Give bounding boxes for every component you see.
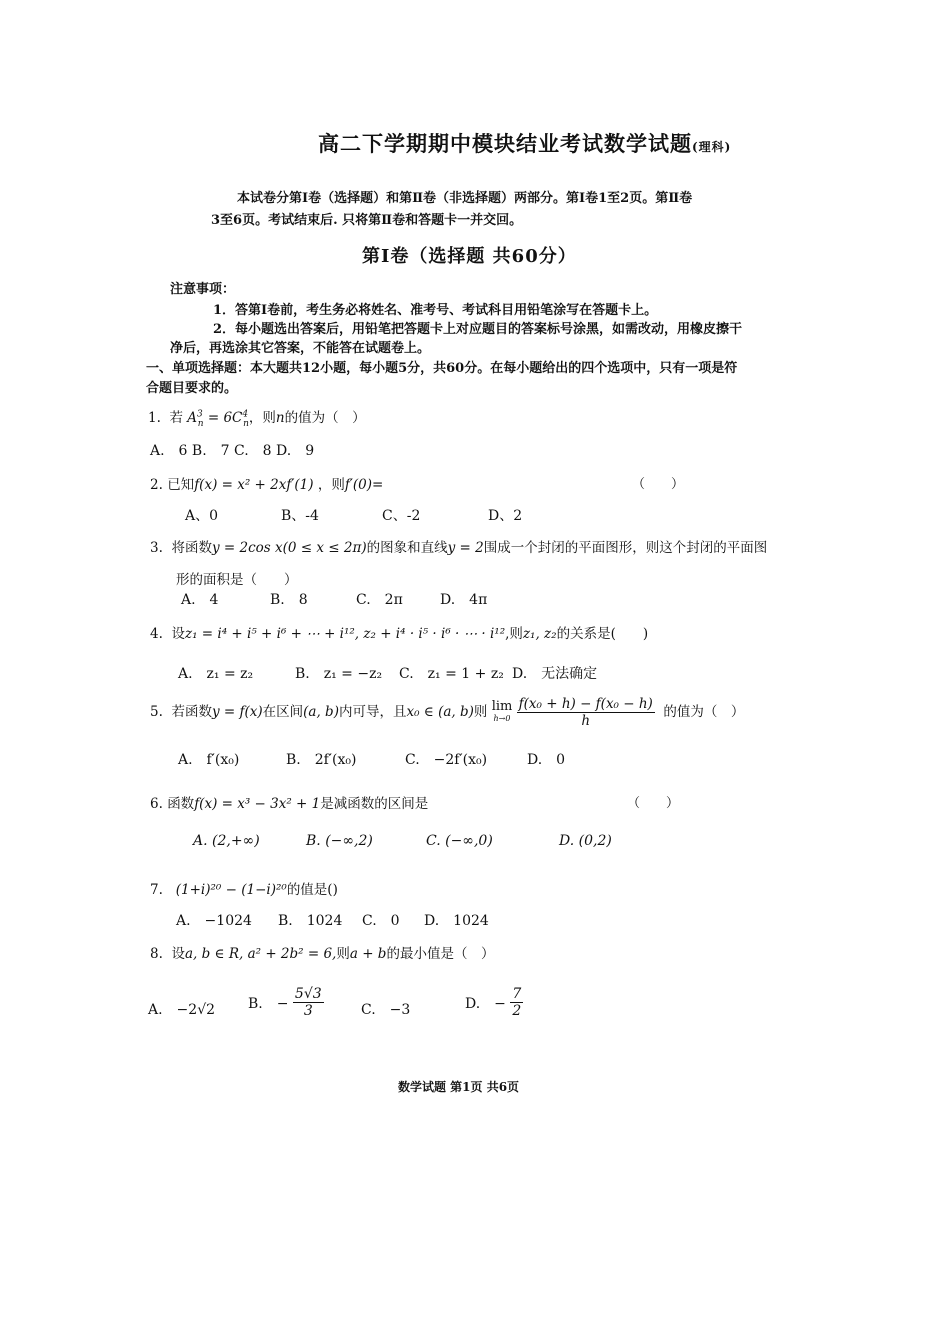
question-6-option-c: C. (−∞,0) [426, 833, 493, 849]
section-title: 第Ⅰ卷（选择题 共60分） [362, 246, 577, 267]
question-2-option-b: B、-4 [281, 508, 319, 524]
question-8-option-a: A. −2√2 [148, 1002, 216, 1018]
note-2-line-2: 净后，再选涂其它答案，不能答在试题卷上。 [170, 341, 431, 356]
question-3-option-b: B. 8 [270, 592, 308, 608]
question-3-option-a: A. 4 [181, 592, 219, 608]
question-5-option-a: A. f′(x₀) [178, 752, 240, 768]
question-3: 3. 将函数y = 2cos x(0 ≤ x ≤ 2π)的图象和直线y = 2围成一个封闭的平面图形，则这个封闭的平面图 [150, 540, 768, 556]
question-6: 6. 函数f(x) = x³ − 3x² + 1是减函数的区间是 [150, 796, 429, 812]
page-footer: 数学试题 第1页 共6页 [398, 1080, 520, 1094]
question-6-option-a: A. (2,+∞) [193, 833, 260, 849]
question-2-option-d: D、2 [488, 508, 523, 524]
question-5-option-d: D. 0 [527, 752, 566, 768]
question-7-option-b: B. 1024 [278, 913, 343, 929]
question-4: 4. 设z₁ = i⁴ + i⁵ + i⁶ + ⋯ + i¹², z₂ + i⁴ · i⁵ · i⁶ · ⋯ · i¹²,则z₁, z₂的关系是( ) [150, 626, 649, 642]
question-7-option-a: A. −1024 [176, 913, 252, 929]
question-2-answer-paren: （ ） [632, 477, 685, 492]
limit-symbol: lim h→0 [491, 698, 513, 723]
notes-heading: 注意事项： [170, 282, 236, 297]
question-2: 2. 已知f(x) = x² + 2xf′(1) ，则f′(0)= [150, 477, 384, 493]
page-title: 高二下学期期中模块结业考试数学试题(理科) [318, 131, 732, 156]
question-3-option-d: D. 4π [440, 592, 488, 608]
question-1: 1. 若 $A^3_n = 6C^4_n$，则n的值为（ ） [148, 409, 366, 429]
question-8-option-b: B. − $\frac{5√3}{3}$ [248, 986, 322, 1019]
question-8: 8. 设a, b ∈ R, a² + 2b² = 6,则a + b的最小值是（ ） [150, 946, 495, 962]
note-2-line-1: 2．每小题选出答案后，用铅笔把答题卡上对应题目的答案标号涂黑，如需改动，用橡皮擦干 [213, 322, 743, 337]
question-6-option-d: D. (0,2) [559, 833, 612, 849]
title-suffix: (理科) [692, 140, 732, 154]
intro-line-2: 3至6页。考试结束后. 只将第Ⅱ卷和答题卡一并交回。 [211, 213, 523, 228]
question-3-option-c: C. 2π [356, 592, 403, 608]
question-4-option-d: D. 无法确定 [512, 666, 598, 682]
question-4-option-c: C. z₁ = 1 + z₂ [399, 666, 504, 682]
question-7-option-d: D. 1024 [424, 913, 489, 929]
difference-quotient-fraction: $\frac{\text{f(x₀ + h) − f(x₀ − h)}}{h}$ [518, 696, 653, 729]
question-7-option-c: C. 0 [362, 913, 400, 929]
note-1: 1．答第Ⅰ卷前，考生务必将姓名、准考号、考试科目用铅笔涂写在答题卡上。 [213, 303, 658, 318]
question-5-option-b: B. 2f′(x₀) [286, 752, 357, 768]
question-4-option-a: A. z₁ = z₂ [178, 666, 254, 682]
question-4-option-b: B. z₁ = −z₂ [295, 666, 383, 682]
part-instructions-line-1: 一、单项选择题：本大题共12小题，每小题5分，共60分。在每小题给出的四个选项中，只有一项是符 [146, 361, 738, 376]
option-d-fraction: $\frac{7}{2}$ [512, 986, 522, 1019]
intro-line-1: 本试卷分第Ⅰ卷（选择题）和第Ⅱ卷（非选择题）两部分。第Ⅰ卷1至2页。第Ⅱ卷 [237, 191, 693, 206]
question-8-option-c: C. −3 [361, 1002, 411, 1018]
question-1-options: A. 6 B. 7 C. 8 D. 9 [150, 443, 315, 459]
option-b-fraction: $\frac{5√3}{3}$ [294, 986, 322, 1019]
question-6-answer-paren: （ ） [627, 796, 680, 811]
question-6-option-b: B. (−∞,2) [306, 833, 373, 849]
question-2-option-a: A、0 [185, 508, 219, 524]
question-5-option-c: C. −2f′(x₀) [405, 752, 488, 768]
question-3-line-2: 形的面积是（ ） [176, 572, 298, 588]
question-5: 5. 若函数y = f(x)在区间(a, b)内可导，且x₀ ∈ (a, b)则 lim h→0 $\frac{\text{f(x₀ + h) − f(x₀ − h)}}{h}$ 的值为（ ） [150, 696, 745, 729]
question-7: 7. (1+i)²⁰ − (1−i)²⁰的值是() [150, 882, 338, 898]
question-8-option-d: D. − $\frac{7}{2}$ [465, 986, 522, 1019]
part-instructions-line-2: 合题目要求的。 [146, 381, 238, 396]
question-2-option-c: C、-2 [382, 508, 421, 524]
